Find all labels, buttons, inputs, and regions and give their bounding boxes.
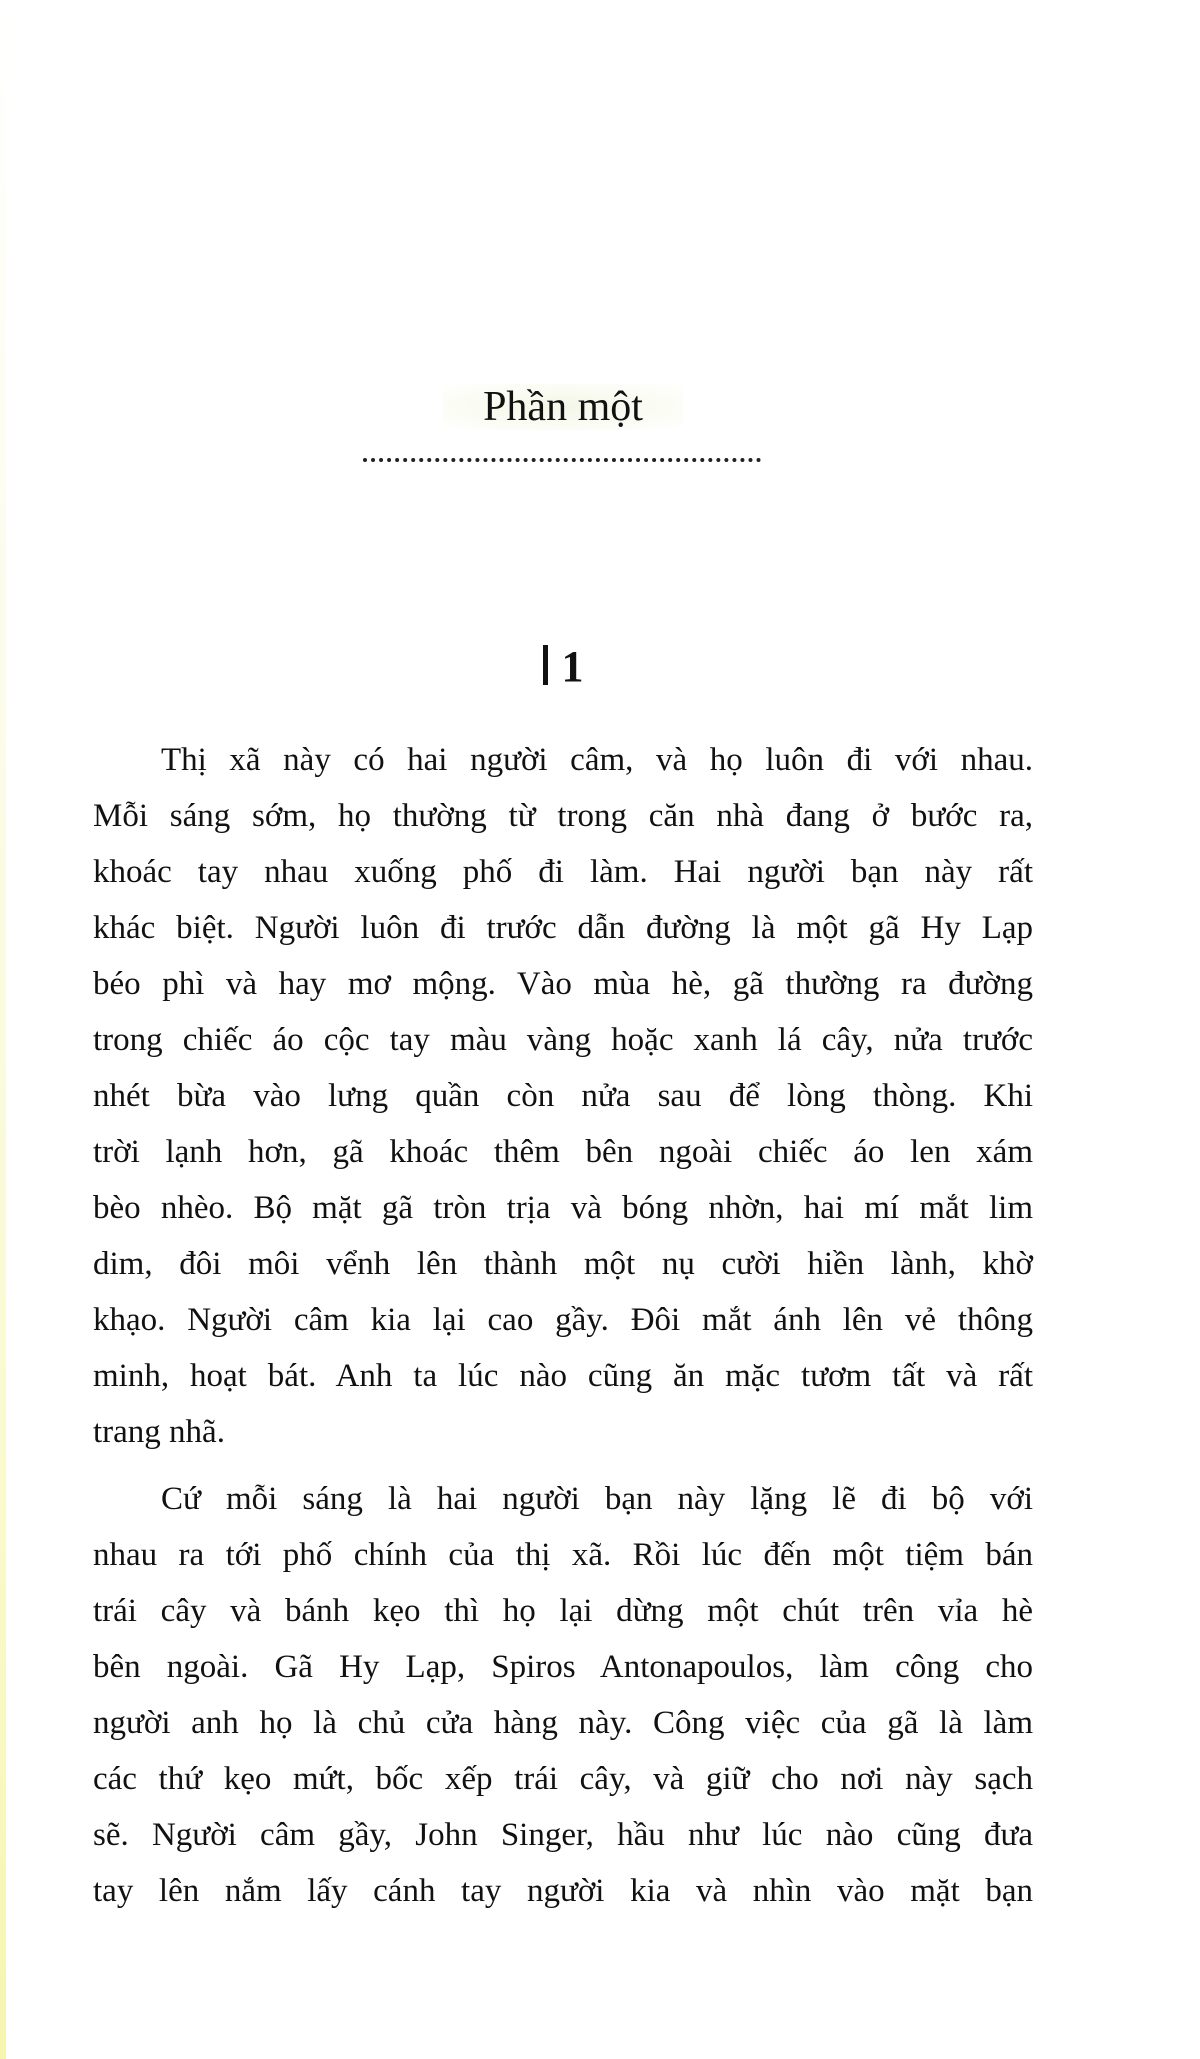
text-line: khác biệt. Người luôn đi trước dẫn đường là một gã Hy Lạp xyxy=(93,910,1033,946)
dotted-divider xyxy=(363,458,761,462)
text-line: người anh họ là chủ cửa hàng này. Công việc của gã là làm xyxy=(93,1705,1033,1741)
text-line: bèo nhèo. Bộ mặt gã tròn trịa và bóng nhờn, hai mí mắt lim xyxy=(93,1190,1033,1226)
part-title xyxy=(0,380,1126,434)
text-line: bên ngoài. Gã Hy Lạp, Spiros Antonapoulos, làm công cho xyxy=(93,1649,1033,1685)
text-line: nhét bừa vào lưng quần còn nửa sau để lòng thòng. Khi xyxy=(93,1078,1033,1114)
text-line: Thị xã này có hai người câm, và họ luôn đi với nhau. xyxy=(161,742,1033,778)
text-line: minh, hoạt bát. Anh ta lúc nào cũng ăn mặc tươm tất và rất xyxy=(93,1358,1033,1394)
part-title-text: Phần một xyxy=(443,384,683,430)
text-line: trang nhã. xyxy=(93,1414,225,1450)
text-line: trái cây và bánh kẹo thì họ lại dừng một chút trên vỉa hè xyxy=(93,1593,1033,1629)
text-line: các thứ kẹo mứt, bốc xếp trái cây, và giữ cho nơi này sạch xyxy=(93,1761,1033,1797)
body-text xyxy=(93,732,1033,1930)
text-line: tay lên nắm lấy cánh tay người kia và nhìn vào mặt bạn xyxy=(93,1873,1033,1909)
text-line: Mỗi sáng sớm, họ thường từ trong căn nhà đang ở bước ra, xyxy=(93,798,1033,834)
text-line: sẽ. Người câm gầy, John Singer, hầu như lúc nào cũng đưa xyxy=(93,1817,1033,1853)
text-line: trong chiếc áo cộc tay màu vàng hoặc xanh lá cây, nửa trước xyxy=(93,1022,1033,1058)
text-line: nhau ra tới phố chính của thị xã. Rồi lúc đến một tiệm bán xyxy=(93,1537,1033,1573)
paragraph xyxy=(93,732,1033,1460)
chapter-bar xyxy=(543,645,548,685)
chapter-heading xyxy=(0,640,1126,694)
text-line: khạo. Người câm kia lại cao gầy. Đôi mắt ánh lên vẻ thông xyxy=(93,1302,1033,1338)
page-edge xyxy=(0,0,6,2059)
chapter-number: 1 xyxy=(561,642,584,691)
text-line: khoác tay nhau xuống phố đi làm. Hai người bạn này rất xyxy=(93,854,1033,890)
text-line: trời lạnh hơn, gã khoác thêm bên ngoài chiếc áo len xám xyxy=(93,1134,1033,1170)
paragraph xyxy=(93,1471,1033,1919)
text-line: dim, đôi môi vểnh lên thành một nụ cười hiền lành, khờ xyxy=(93,1246,1033,1282)
text-line: béo phì và hay mơ mộng. Vào mùa hè, gã thường ra đường xyxy=(93,966,1033,1002)
text-line: Cứ mỗi sáng là hai người bạn này lặng lẽ đi bộ với xyxy=(161,1481,1033,1517)
